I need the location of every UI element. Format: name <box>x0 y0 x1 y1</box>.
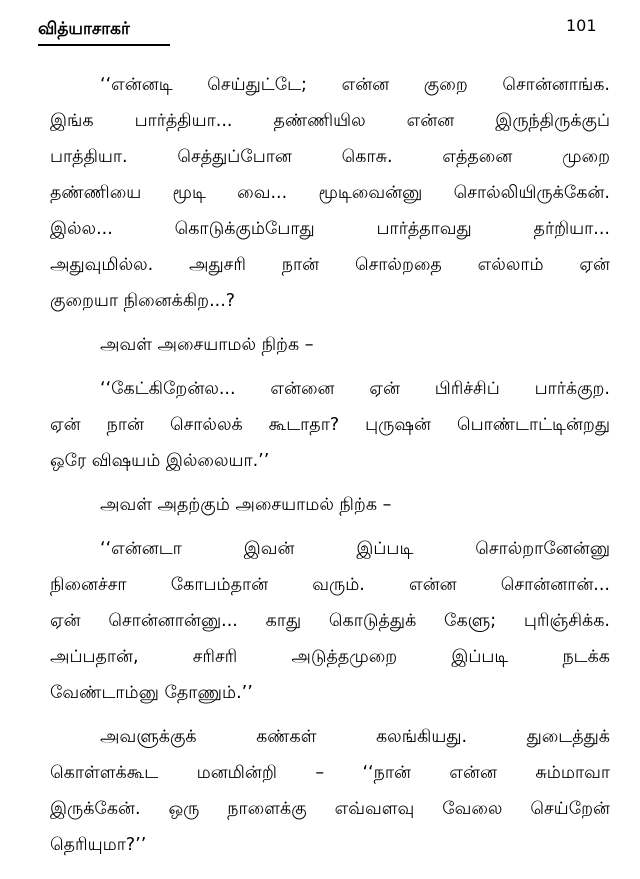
text-line: நினைச்சா கோபம்தான் வரும். என்ன சொன்னான்... <box>50 575 610 595</box>
text-line: இங்க பார்த்தியா... தண்ணியில என்ன இருந்திருக்குப் <box>50 111 610 131</box>
text-line: ‘‘என்னடி செய்துட்டே; என்ன குறை சொன்னாங்க. <box>100 75 610 95</box>
page-number: 101 <box>566 16 597 35</box>
text-line: அவள் அதற்கும் அசையாமல் நிற்க – <box>100 495 392 515</box>
text-line: அதுவுமில்ல. அதுசரி நான் சொல்றதை எல்லாம் ஏன் <box>50 255 610 275</box>
text-line: குறையா நினைக்கிற...? <box>50 291 236 311</box>
text-line: தண்ணியை மூடி வை... மூடிவைன்னு சொல்லியிருக்கேன். <box>50 183 610 203</box>
text-line: அப்பதான், சரிசரி அடுத்தமுறை இப்படி நடக்க <box>50 647 610 667</box>
text-line: இல்ல... கொடுக்கும்போது பார்த்தாவது தர்றியா... <box>50 219 610 239</box>
text-line: இருக்கேன். ஒரு நாளைக்கு எவ்வளவு வேலை செய்றேன் <box>50 799 610 819</box>
text-line: ஏன் சொன்னான்னு... காது கொடுத்துக் கேளு; புரிஞ்சிக்க. <box>50 611 610 631</box>
text-line: ‘‘கேட்கிறேன்ல... என்னை ஏன் பிரிச்சிப் பார்க்குற. <box>100 379 610 399</box>
text-line: பாத்தியா. செத்துப்போன கொசு. எத்தனை முறை <box>50 147 610 167</box>
text-line: ‘‘என்னடா இவன் இப்படி சொல்றானேன்னு <box>100 539 610 559</box>
text-line: வேண்டாம்னு தோணும்.’’ <box>50 683 253 703</box>
text-line: தெரியுமா?’’ <box>50 835 147 855</box>
text-line: அவளுக்குக் கண்கள் கலங்கியது. துடைத்துக் <box>100 727 610 747</box>
text-line: அவள் அசையாமல் நிற்க – <box>100 335 314 355</box>
text-line: ஒரே விஷயம் இல்லையா.’’ <box>50 451 270 471</box>
running-title-underline <box>38 44 170 46</box>
text-line: ஏன் நான் சொல்லக் கூடாதா? புருஷன் பொண்டாட்டின்றது <box>50 415 610 435</box>
running-title: வித்யாசாகர் <box>38 19 130 39</box>
text-line: கொள்ளக்கூட மனமின்றி – ‘‘நான் என்ன சும்மாவா <box>50 763 610 783</box>
